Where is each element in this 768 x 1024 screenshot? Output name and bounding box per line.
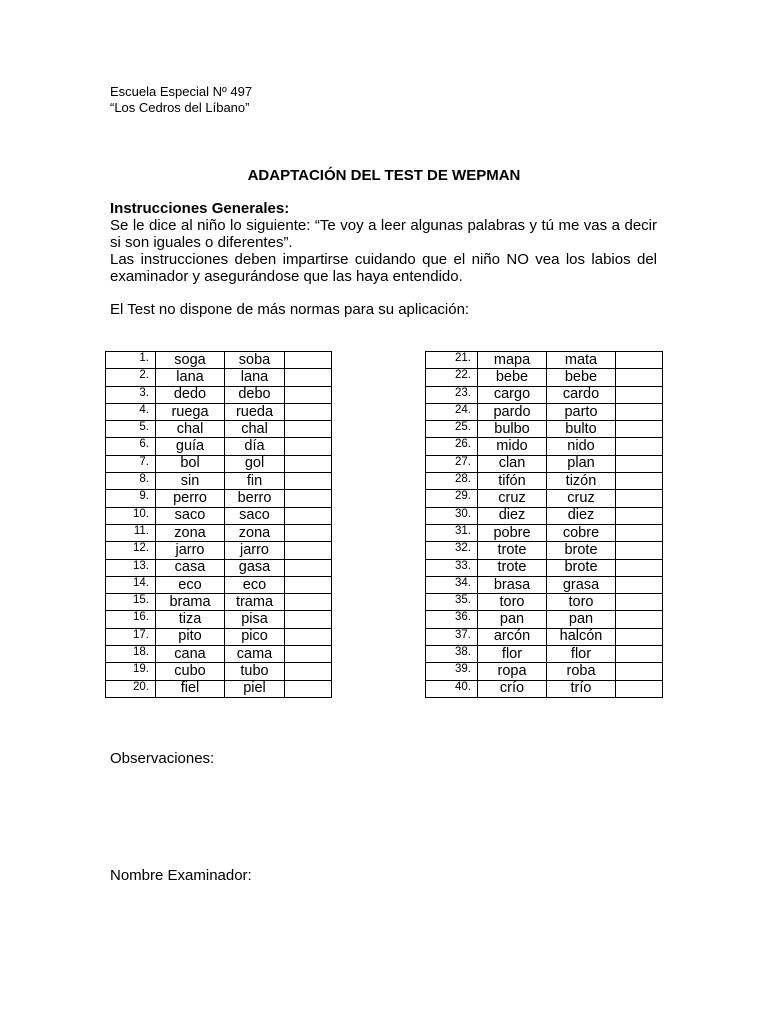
word-b: día: [225, 438, 285, 455]
response-cell[interactable]: [616, 680, 663, 697]
word-a: bulbo: [478, 421, 547, 438]
word-b: chal: [225, 421, 285, 438]
table-row: [106, 576, 332, 593]
word-b: berro: [225, 490, 285, 507]
table-row: [426, 628, 663, 645]
word-b: jarro: [225, 542, 285, 559]
word-b: grasa: [547, 576, 616, 593]
school-subtitle: “Los Cedros del Líbano”: [110, 100, 250, 115]
response-cell[interactable]: [616, 646, 663, 663]
response-cell[interactable]: [285, 352, 332, 369]
response-cell[interactable]: [616, 611, 663, 628]
word-a: chal: [156, 421, 225, 438]
school-name: Escuela Especial Nº 497: [110, 84, 253, 99]
word-a: crío: [478, 680, 547, 697]
word-b: trío: [547, 680, 616, 697]
table-row: [426, 576, 663, 593]
table-row: [426, 403, 663, 420]
table-row: [426, 421, 663, 438]
word-a: pardo: [478, 403, 547, 420]
response-cell[interactable]: [285, 438, 332, 455]
norms-text: El Test no dispone de más normas para su aplicación:: [110, 301, 470, 318]
table-row: [106, 611, 332, 628]
word-a: flor: [478, 646, 547, 663]
word-b: flor: [547, 646, 616, 663]
word-b: parto: [547, 403, 616, 420]
table-row: [106, 663, 332, 680]
item-number: 2.: [106, 369, 156, 386]
instructions-paragraph-1: Se le dice al niño lo siguiente: “Te voy a leer algunas palabras y tú me vas a decir si son iguales o diferentes”.: [110, 217, 657, 251]
response-cell[interactable]: [616, 524, 663, 541]
word-b: bulto: [547, 421, 616, 438]
table-row: [106, 646, 332, 663]
item-number: 35.: [426, 594, 478, 611]
word-a: ropa: [478, 663, 547, 680]
response-cell[interactable]: [285, 421, 332, 438]
table-row: [106, 421, 332, 438]
item-number: 16.: [106, 611, 156, 628]
word-b: tubo: [225, 663, 285, 680]
response-cell[interactable]: [616, 559, 663, 576]
item-number: 14.: [106, 576, 156, 593]
response-cell[interactable]: [616, 352, 663, 369]
item-number: 9.: [106, 490, 156, 507]
word-a: mapa: [478, 352, 547, 369]
item-number: 28.: [426, 473, 478, 490]
item-number: 12.: [106, 542, 156, 559]
item-number: 25.: [426, 421, 478, 438]
word-b: saco: [225, 507, 285, 524]
response-cell[interactable]: [616, 473, 663, 490]
word-b: piel: [225, 680, 285, 697]
word-pair-table-left: [105, 351, 332, 698]
response-cell[interactable]: [616, 663, 663, 680]
item-number: 19.: [106, 663, 156, 680]
document-title: ADAPTACIÓN DEL TEST DE WEPMAN: [247, 167, 521, 184]
table-row: [106, 559, 332, 576]
table-row: [426, 352, 663, 369]
word-b: toro: [547, 594, 616, 611]
word-pair-table-right: [425, 351, 663, 698]
word-b: diez: [547, 507, 616, 524]
word-a: trote: [478, 542, 547, 559]
item-number: 13.: [106, 559, 156, 576]
response-cell[interactable]: [285, 507, 332, 524]
item-number: 18.: [106, 646, 156, 663]
table-row: [426, 369, 663, 386]
item-number: 10.: [106, 507, 156, 524]
response-cell[interactable]: [616, 455, 663, 472]
item-number: 34.: [426, 576, 478, 593]
word-a: pobre: [478, 524, 547, 541]
word-b: cobre: [547, 524, 616, 541]
word-b: tizón: [547, 473, 616, 490]
word-a: toro: [478, 594, 547, 611]
examiner-name-label: Nombre Examinador:: [110, 867, 252, 884]
table-row: [426, 455, 663, 472]
table-row: [426, 507, 663, 524]
response-cell[interactable]: [285, 542, 332, 559]
instructions-heading: Instrucciones Generales:: [110, 200, 290, 217]
item-number: 3.: [106, 386, 156, 403]
word-a: fiel: [156, 680, 225, 697]
item-number: 17.: [106, 628, 156, 645]
item-number: 15.: [106, 594, 156, 611]
word-b: plan: [547, 455, 616, 472]
word-a: eco: [156, 576, 225, 593]
item-number: 32.: [426, 542, 478, 559]
word-b: lana: [225, 369, 285, 386]
table-row: [426, 594, 663, 611]
response-cell[interactable]: [285, 403, 332, 420]
word-a: perro: [156, 490, 225, 507]
word-b: gol: [225, 455, 285, 472]
word-b: pan: [547, 611, 616, 628]
word-a: cargo: [478, 386, 547, 403]
table-row: [106, 524, 332, 541]
table-row: [106, 369, 332, 386]
table-row: [106, 507, 332, 524]
response-cell[interactable]: [285, 680, 332, 697]
word-b: mata: [547, 352, 616, 369]
item-number: 27.: [426, 455, 478, 472]
word-a: lana: [156, 369, 225, 386]
response-cell[interactable]: [285, 369, 332, 386]
word-a: cubo: [156, 663, 225, 680]
response-cell[interactable]: [285, 663, 332, 680]
response-cell[interactable]: [616, 438, 663, 455]
response-cell[interactable]: [285, 611, 332, 628]
word-a: guía: [156, 438, 225, 455]
item-number: 30.: [426, 507, 478, 524]
response-cell[interactable]: [616, 542, 663, 559]
table-row: [106, 594, 332, 611]
table-row: [106, 352, 332, 369]
table-row: [426, 473, 663, 490]
word-a: soga: [156, 352, 225, 369]
response-cell[interactable]: [285, 490, 332, 507]
word-a: mido: [478, 438, 547, 455]
table-row: [106, 473, 332, 490]
table-row: [106, 438, 332, 455]
item-number: 6.: [106, 438, 156, 455]
item-number: 1.: [106, 352, 156, 369]
instructions-paragraph-2: Las instrucciones deben impartirse cuidando que el niño NO vea los labios del examinador y asegurándose que las haya entendido.: [110, 251, 657, 285]
item-number: 8.: [106, 473, 156, 490]
word-b: halcón: [547, 628, 616, 645]
school-header: [110, 84, 252, 116]
word-b: fin: [225, 473, 285, 490]
word-a: clan: [478, 455, 547, 472]
item-number: 40.: [426, 680, 478, 697]
response-cell[interactable]: [285, 386, 332, 403]
response-cell[interactable]: [616, 490, 663, 507]
response-cell[interactable]: [616, 594, 663, 611]
item-number: 37.: [426, 628, 478, 645]
table-row: [426, 490, 663, 507]
word-a: cana: [156, 646, 225, 663]
item-number: 20.: [106, 680, 156, 697]
item-number: 22.: [426, 369, 478, 386]
table-row: [426, 663, 663, 680]
response-cell[interactable]: [616, 507, 663, 524]
word-b: pisa: [225, 611, 285, 628]
word-b: brote: [547, 542, 616, 559]
table-row: [106, 386, 332, 403]
word-a: tifón: [478, 473, 547, 490]
response-cell[interactable]: [285, 594, 332, 611]
table-row: [106, 628, 332, 645]
table-row: [106, 542, 332, 559]
table-row: [106, 490, 332, 507]
item-number: 33.: [426, 559, 478, 576]
response-cell[interactable]: [616, 403, 663, 420]
item-number: 29.: [426, 490, 478, 507]
item-number: 39.: [426, 663, 478, 680]
word-b: bebe: [547, 369, 616, 386]
table-row: [426, 646, 663, 663]
word-b: trama: [225, 594, 285, 611]
table-row: [426, 386, 663, 403]
item-number: 38.: [426, 646, 478, 663]
word-a: casa: [156, 559, 225, 576]
response-cell[interactable]: [616, 628, 663, 645]
response-cell[interactable]: [285, 576, 332, 593]
word-b: nido: [547, 438, 616, 455]
response-cell[interactable]: [285, 646, 332, 663]
item-number: 26.: [426, 438, 478, 455]
response-cell[interactable]: [616, 421, 663, 438]
word-a: cruz: [478, 490, 547, 507]
table-row: [426, 680, 663, 697]
table-row: [426, 438, 663, 455]
word-a: bol: [156, 455, 225, 472]
response-cell[interactable]: [285, 473, 332, 490]
instructions-block: [110, 200, 657, 285]
word-a: bebe: [478, 369, 547, 386]
word-a: diez: [478, 507, 547, 524]
response-cell[interactable]: [285, 524, 332, 541]
item-number: 31.: [426, 524, 478, 541]
word-b: cardo: [547, 386, 616, 403]
response-cell[interactable]: [285, 628, 332, 645]
word-a: ruega: [156, 403, 225, 420]
word-b: cama: [225, 646, 285, 663]
item-number: 21.: [426, 352, 478, 369]
table-row: [426, 524, 663, 541]
word-b: pico: [225, 628, 285, 645]
word-b: soba: [225, 352, 285, 369]
observations-label: Observaciones:: [110, 750, 215, 767]
table-row: [426, 611, 663, 628]
item-number: 11.: [106, 524, 156, 541]
response-cell[interactable]: [616, 369, 663, 386]
word-b: eco: [225, 576, 285, 593]
item-number: 23.: [426, 386, 478, 403]
word-a: saco: [156, 507, 225, 524]
word-b: rueda: [225, 403, 285, 420]
word-a: tiza: [156, 611, 225, 628]
table-row: [426, 559, 663, 576]
response-cell[interactable]: [616, 386, 663, 403]
table-row: [106, 680, 332, 697]
item-number: 24.: [426, 403, 478, 420]
word-b: brote: [547, 559, 616, 576]
response-cell[interactable]: [616, 576, 663, 593]
word-a: brasa: [478, 576, 547, 593]
word-a: zona: [156, 524, 225, 541]
table-row: [106, 455, 332, 472]
word-a: brama: [156, 594, 225, 611]
word-a: sin: [156, 473, 225, 490]
word-b: zona: [225, 524, 285, 541]
word-a: trote: [478, 559, 547, 576]
item-number: 4.: [106, 403, 156, 420]
word-a: pan: [478, 611, 547, 628]
word-a: jarro: [156, 542, 225, 559]
word-b: debo: [225, 386, 285, 403]
item-number: 7.: [106, 455, 156, 472]
word-b: gasa: [225, 559, 285, 576]
response-cell[interactable]: [285, 455, 332, 472]
word-b: roba: [547, 663, 616, 680]
table-row: [106, 403, 332, 420]
word-a: arcón: [478, 628, 547, 645]
word-a: dedo: [156, 386, 225, 403]
response-cell[interactable]: [285, 559, 332, 576]
item-number: 5.: [106, 421, 156, 438]
word-b: cruz: [547, 490, 616, 507]
table-row: [426, 542, 663, 559]
item-number: 36.: [426, 611, 478, 628]
word-a: pito: [156, 628, 225, 645]
